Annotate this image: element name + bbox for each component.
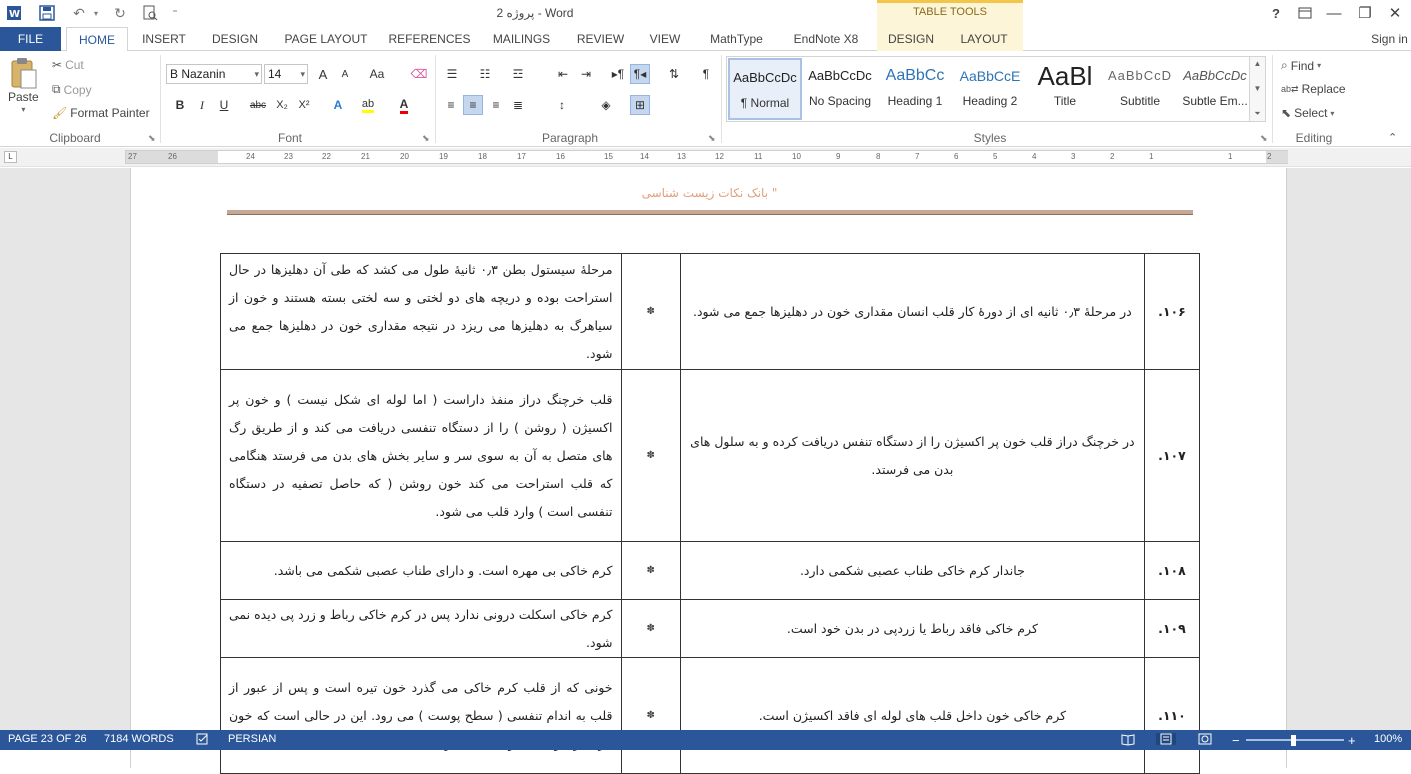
align-left-icon[interactable]: ≡ [447, 98, 455, 112]
zoom-in-button[interactable]: + [1348, 733, 1356, 748]
tab-home[interactable]: HOME [66, 27, 128, 52]
select-label: Select [1294, 106, 1328, 120]
increase-indent-icon[interactable]: ⇥ [580, 67, 592, 81]
ruler-tick: 26 [168, 152, 177, 161]
styles-gallery-scroll[interactable] [1250, 56, 1266, 122]
word-count[interactable]: 7184 WORDS [104, 733, 174, 745]
question-number: ۱۱۰. [1144, 658, 1199, 774]
italic-button[interactable]: I [200, 97, 204, 112]
tab-references[interactable]: REFERENCES [388, 32, 471, 46]
restore-button[interactable]: ❐ [1358, 5, 1372, 22]
justify-icon[interactable]: ≣ [512, 98, 524, 112]
style-preview: AaBbCcDc [808, 68, 872, 83]
page-header-text: بانک نکات زیست شناسی " [641, 186, 778, 200]
true-mark: ✽ [621, 600, 680, 658]
tab-view[interactable]: VIEW [649, 32, 681, 46]
cut-button[interactable] [52, 58, 84, 72]
proofing-icon[interactable] [196, 733, 210, 745]
read-mode-icon[interactable] [1121, 733, 1135, 745]
ruler-tick: 8 [876, 152, 881, 161]
align-right-icon[interactable]: ≡ [492, 98, 500, 112]
ruler-tick: 15 [604, 152, 613, 161]
rtl-direction-icon[interactable]: ¶◂ [630, 64, 650, 84]
font-size-value: 14 [268, 67, 282, 81]
editing-group-label: Editing [1295, 131, 1333, 145]
font-name-dropdown[interactable] [166, 64, 262, 84]
tab-table-layout[interactable]: LAYOUT [945, 27, 1023, 51]
question-text[interactable]: کرم خاکی فاقد رباط یا زردپی در بدن خود است. [680, 600, 1144, 658]
clear-formatting-icon[interactable]: ⌫ [410, 67, 428, 81]
change-case-button[interactable]: Aa [369, 67, 385, 81]
show-marks-icon[interactable]: ¶ [702, 67, 710, 81]
table-tools-band [877, 0, 1023, 27]
borders-icon[interactable]: ⊞ [630, 95, 650, 115]
ribbon-display-options-icon[interactable] [1294, 3, 1316, 23]
style-heading-2[interactable] [953, 58, 1027, 120]
answer-text[interactable]: قلب خرچنگ دراز منفذ داراست ( اما لوله ای شکل نیست ) و خون پر اکسیژن ( روشن ) را از دستگاه تنفسی دریافت می کند و از طریق رگ های متصل به آن به سوی سر و سایر بخش های بدن می فرستد هنگامی که قلب استراحت می کند خون روشن ( که حاصل تصفیه در دستگاه تنفسی است ) وارد قلب می شود. [221, 370, 622, 542]
question-number: ۱۰۸. [1144, 542, 1199, 600]
ruler-tick: 1 [1149, 152, 1154, 161]
collapse-ribbon-icon[interactable]: ⌃ [1388, 132, 1398, 144]
ruler-tick: 7 [915, 152, 920, 161]
question-number: ۱۰۹. [1144, 600, 1199, 658]
style-normal[interactable] [728, 58, 802, 120]
question-table[interactable] [220, 253, 1200, 774]
print-layout-icon[interactable] [1156, 733, 1176, 745]
text-effects-icon[interactable]: A [333, 98, 343, 112]
ruler-tick: 13 [677, 152, 686, 161]
tab-mailings[interactable]: MAILINGS [492, 32, 551, 46]
document-area[interactable] [0, 168, 1411, 730]
style-subtle-emphasis[interactable] [1178, 58, 1252, 120]
tab-review[interactable]: REVIEW [576, 32, 625, 46]
zoom-slider-handle[interactable] [1291, 735, 1296, 746]
table-tools-label: TABLE TOOLS [913, 6, 987, 18]
style-preview: AaBbCcDc [733, 70, 797, 85]
tab-endnote[interactable]: EndNote X8 [793, 32, 859, 46]
ruler-tick: 11 [754, 152, 763, 161]
font-launcher-icon[interactable]: ⬊ [422, 133, 430, 143]
ruler-tick: 2 [1267, 152, 1272, 161]
tab-design[interactable]: DESIGN [211, 32, 258, 46]
question-text[interactable]: کرم خاکی خون داخل قلب های لوله ای فاقد اکسیژن است. [680, 658, 1144, 774]
align-center-icon[interactable]: ≡ [463, 95, 483, 115]
ruler-tick: 19 [439, 152, 448, 161]
ltr-direction-icon[interactable]: ▸¶ [611, 67, 625, 81]
zoom-level[interactable]: 100% [1374, 733, 1403, 745]
paste-button[interactable] [8, 57, 39, 114]
styles-group-label: Styles [973, 131, 1007, 145]
style-name: Subtitle [1119, 94, 1161, 108]
answer-text[interactable]: مرحلهٔ سیستول بطن ۰٫۳ ثانیهٔ طول می کشد که طی آن دهلیزها در حال استراحت بوده و دریچه های دو لختی و سه لختی بسته هستند و خون از سیاهرگ به دهلیزها می ریزد در نتیجه مقداری خون در دهلیزها جمع می شود. [221, 254, 622, 370]
underline-button[interactable]: U [219, 98, 229, 112]
copy-label: Copy [63, 82, 92, 97]
answer-text[interactable]: کرم خاکی اسکلت درونی ندارد پس در کرم خاکی رباط و زرد پی دیده نمی شود. [221, 600, 622, 658]
style-name: ¶ Normal [740, 96, 790, 110]
bullets-icon[interactable]: ☰ [446, 67, 458, 81]
table-row[interactable] [221, 600, 1200, 658]
strikethrough-button[interactable]: abc [249, 99, 267, 111]
true-mark: ✽ [621, 542, 680, 600]
decrease-indent-icon[interactable]: ⇤ [557, 67, 569, 81]
paste-icon [8, 57, 38, 89]
superscript-button[interactable]: X² [298, 99, 310, 111]
ruler-tick: 18 [478, 152, 487, 161]
sign-in-link[interactable]: Sign in [1371, 32, 1408, 46]
window-title: پروژه 2 - Word [496, 6, 574, 20]
more-styles-icon[interactable]: ⏷ [1254, 109, 1261, 118]
clipboard-group-label: Clipboard [49, 131, 101, 145]
font-color-icon[interactable]: A [394, 95, 414, 115]
scissors-icon: ✂ [52, 58, 63, 72]
styles-gallery [726, 56, 1250, 122]
numbering-icon[interactable]: ☷ [479, 67, 491, 81]
replace-icon: ab⇄ [1281, 83, 1299, 94]
ruler-tick: 6 [954, 152, 959, 161]
table-row[interactable] [221, 370, 1200, 542]
table-row[interactable] [221, 542, 1200, 600]
ruler-tick: 1 [1228, 152, 1233, 161]
table-row[interactable] [221, 658, 1200, 774]
table-row[interactable] [221, 254, 1200, 370]
question-number: ۱۰۶. [1144, 254, 1199, 370]
tab-file[interactable]: FILE [0, 27, 61, 51]
title-bar [0, 0, 1411, 27]
style-name: Heading 1 [887, 94, 943, 108]
ribbon-tabs [0, 27, 1411, 51]
scroll-down-icon[interactable]: ▼ [1253, 84, 1262, 93]
replace-button[interactable] [1281, 82, 1346, 96]
ruler-tick: 2 [1110, 152, 1115, 161]
language-indicator[interactable]: PERSIAN [228, 733, 277, 745]
separator [1272, 55, 1273, 143]
copy-button[interactable] [52, 82, 92, 97]
horizontal-ruler [0, 148, 1411, 167]
sort-icon[interactable]: ⇅ [668, 67, 680, 81]
ruler-tick: 24 [246, 152, 255, 161]
cursor-icon: ⬉ [1281, 106, 1292, 120]
tab-mathtype[interactable]: MathType [710, 32, 763, 46]
tab-insert[interactable]: INSERT [142, 32, 186, 46]
ruler-tick: 22 [322, 152, 331, 161]
ruler-tick: 9 [836, 152, 841, 161]
question-text[interactable]: در مرحلهٔ ۰٫۳ ثانیه ای از دورهٔ کار قلب انسان مقداری خون در دهلیزها جمع می شود. [680, 254, 1144, 370]
chevron-down-icon: ▾ [1330, 108, 1335, 118]
font-size-dropdown[interactable] [264, 64, 308, 84]
customize-qat-icon[interactable]: ⁼ [172, 7, 178, 19]
style-preview: AaBbCcD [1107, 68, 1173, 83]
highlight-color-icon[interactable]: ab [358, 95, 378, 115]
tab-table-design[interactable]: DESIGN [877, 27, 945, 51]
style-name: No Spacing [808, 94, 872, 108]
svg-text:W: W [9, 9, 21, 20]
ribbon-home [0, 51, 1411, 147]
ruler-tick: 20 [400, 152, 409, 161]
font-name-value: B Nazanin [170, 67, 226, 81]
undo-dropdown-icon[interactable]: ▾ [93, 8, 98, 18]
ruler-tick: 10 [792, 152, 801, 161]
tab-page-layout[interactable]: PAGE LAYOUT [284, 32, 368, 46]
status-bar [0, 730, 1411, 750]
ruler-tick: 3 [1071, 152, 1076, 161]
ruler-tick: 12 [715, 152, 724, 161]
find-button[interactable] [1281, 58, 1321, 73]
header-rule [227, 210, 1193, 215]
document-page[interactable] [130, 168, 1287, 768]
clipboard-launcher-icon[interactable]: ⬊ [148, 133, 156, 143]
page-indicator[interactable]: PAGE 23 OF 26 [8, 733, 87, 745]
true-mark: ✽ [621, 254, 680, 370]
style-preview: AaBbCc [885, 67, 945, 84]
tab-selector-icon[interactable]: L [4, 151, 17, 163]
ruler-tick: 16 [556, 152, 565, 161]
true-mark: ✽ [621, 370, 680, 542]
replace-label: Replace [1301, 82, 1346, 96]
ruler-tick: 5 [993, 152, 998, 161]
paste-dropdown-icon: ▾ [21, 105, 26, 114]
separator [435, 55, 436, 143]
ruler-tick: 4 [1032, 152, 1037, 161]
style-subtitle[interactable] [1103, 58, 1177, 120]
true-mark: ✽ [621, 658, 680, 774]
subscript-button[interactable]: X₂ [276, 99, 288, 111]
find-label: Find [1290, 58, 1315, 73]
undo-icon[interactable]: ↶ [73, 4, 85, 21]
style-preview: AaBbCcE [959, 68, 1021, 84]
ruler-tick: 21 [361, 152, 370, 161]
ruler-tick: 17 [517, 152, 526, 161]
format-painter-label: Format Painter [70, 106, 150, 120]
style-name: Title [1053, 94, 1077, 108]
paste-label: Paste [8, 90, 39, 104]
format-painter-button[interactable] [52, 106, 150, 120]
answer-text[interactable]: خونی که از قلب کرم خاکی می گذرد خون تیره است و پس از عبور از قلب به اندام تنفسی ( سطح پوست ) می رود. این در حالی است که خون [221, 658, 622, 774]
question-number: ۱۰۷. [1144, 370, 1199, 542]
shrink-font-button[interactable]: A [341, 68, 349, 80]
chevron-down-icon: ▾ [1317, 61, 1322, 70]
ruler-strip[interactable] [125, 150, 1288, 164]
select-button[interactable] [1281, 106, 1334, 120]
grow-font-button[interactable]: A [318, 66, 328, 82]
minimize-button[interactable]: — [1326, 4, 1342, 22]
multilevel-list-icon[interactable]: ☲ [512, 67, 524, 81]
chevron-down-icon: ▾ [300, 69, 305, 79]
answer-text[interactable]: کرم خاکی بی مهره است. و دارای طناب عصبی شکمی می باشد. [221, 542, 622, 600]
separator [160, 55, 161, 143]
paragraph-group-label: Paragraph [541, 131, 599, 145]
copy-icon: ⧉ [52, 82, 61, 96]
ruler-tick: 23 [284, 152, 293, 161]
zoom-out-button[interactable]: − [1232, 733, 1240, 748]
question-text[interactable]: در خرچنگ دراز قلب خون پر اکسیژن را از دستگاه تنفس دریافت کرده و به سلول های بدن می فرستد. [680, 370, 1144, 542]
web-layout-icon[interactable] [1198, 733, 1212, 745]
cut-label: Cut [65, 58, 84, 72]
redo-icon[interactable]: ↻ [114, 4, 126, 21]
style-name: Subtle Em... [1182, 94, 1248, 108]
separator [721, 55, 722, 143]
ruler-tick: 27 [128, 152, 137, 161]
style-heading-1[interactable] [878, 58, 952, 120]
help-button[interactable]: ? [1272, 5, 1280, 21]
line-spacing-icon[interactable]: ↕ [559, 98, 565, 112]
scroll-up-icon[interactable]: ▲ [1253, 59, 1262, 68]
binoculars-icon: ⌕ [1281, 58, 1288, 72]
style-preview: AaBl [1037, 61, 1093, 91]
question-text[interactable]: جاندار کرم خاکی طناب عصبی شکمی دارد. [680, 542, 1144, 600]
shading-icon[interactable]: ◈ [601, 98, 611, 112]
close-button[interactable]: ✕ [1388, 5, 1402, 22]
styles-launcher-icon[interactable]: ⬊ [1260, 133, 1268, 143]
style-name: Heading 2 [962, 94, 1018, 108]
style-no-spacing[interactable] [803, 58, 877, 120]
paintbrush-icon: 🖌 [52, 106, 68, 120]
ruler-tick: 14 [640, 152, 649, 161]
style-title[interactable] [1028, 58, 1102, 120]
style-preview: AaBbCcDc [1183, 68, 1247, 83]
bold-button[interactable]: B [175, 98, 185, 112]
paragraph-launcher-icon[interactable]: ⬊ [708, 133, 716, 143]
chevron-down-icon: ▾ [254, 69, 259, 79]
font-group-label: Font [277, 131, 302, 145]
